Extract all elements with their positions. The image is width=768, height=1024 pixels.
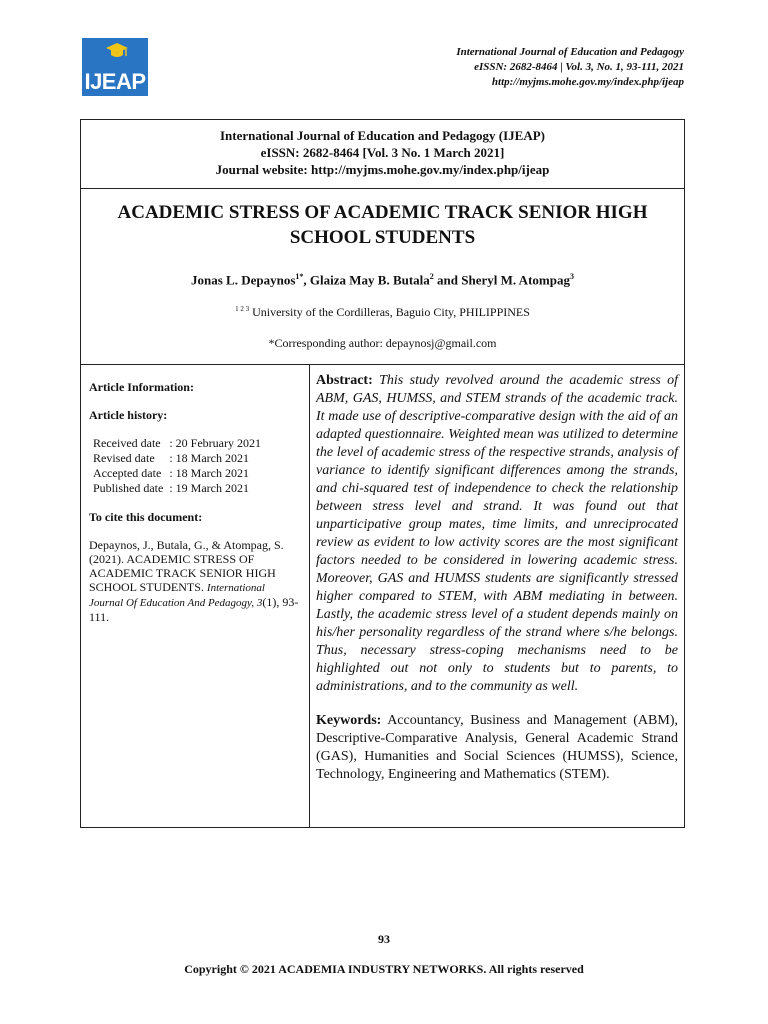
header-url[interactable]: http://myjms.mohe.gov.my/index.php/ijeap (491, 76, 684, 88)
citation-text: Depaynos, J., Butala, G., & Atompag, S. (2021). ACADEMIC STRESS OF ACADEMIC TRACK SENIOR HIGH SCHOOL STUDENTS. (89, 538, 284, 594)
author-sep-2: and (433, 272, 462, 288)
abstract-label: Abstract: (316, 373, 373, 388)
article-frame (80, 119, 685, 828)
history-label: Published date (93, 481, 164, 495)
author-3: Sheryl M. Atompag (461, 272, 570, 288)
keywords (316, 712, 678, 784)
masthead-line3: Journal website: http://myjms.mohe.gov.my/index.php/ijeap (215, 162, 550, 177)
article-history-heading: Article history: (89, 408, 168, 422)
history-row (93, 451, 267, 466)
author-2-sup: 2 (429, 272, 434, 281)
author-sep-1: , (303, 272, 310, 288)
history-value: : 20 February 2021 (169, 436, 261, 450)
affiliation-sup: 1 2 3 (235, 305, 250, 314)
author-list (81, 272, 684, 288)
history-label: Accepted date (93, 466, 162, 480)
header-journal: International Journal of Education and Pedagogy (456, 46, 684, 58)
history-row (93, 436, 267, 451)
article-info-column (81, 365, 310, 827)
history-label: Received date (93, 436, 161, 450)
paper-title: ACADEMIC STRESS OF ACADEMIC TRACK SENIOR HIGH SCHOOL STUDENTS (117, 202, 648, 248)
affiliation (81, 305, 684, 320)
citation (89, 538, 309, 624)
abstract (316, 372, 678, 696)
history-value: : 18 March 2021 (169, 466, 249, 480)
author-2: Glaiza May B. Butala (309, 272, 430, 288)
history-value: : 19 March 2021 (169, 481, 249, 495)
author-1: Jonas L. Depaynos (191, 272, 296, 288)
history-label: Revised date (93, 451, 155, 465)
corresponding-author: *Corresponding author: depaynosj@gmail.com (268, 336, 497, 351)
citation-issue: (1), 93-111. (89, 595, 299, 624)
affiliation-text: University of the Cordilleras, Baguio City, PHILIPPINES (249, 305, 530, 320)
author-3-sup: 3 (569, 272, 574, 281)
masthead (81, 120, 684, 189)
running-header (456, 45, 684, 90)
cite-heading: To cite this document: (89, 510, 203, 524)
page-number: 93 (378, 932, 390, 946)
keywords-label: Keywords: (316, 713, 382, 728)
title-block (81, 189, 684, 365)
history-row (93, 466, 267, 481)
abstract-text: This study revolved around the academic stress of ABM, GAS, HUMSS, and STEM strands of the academic track. It made use of descriptive-comparative design with the aid of an adapted questionnaire. Weighted mean was utilized to determine the level of academic stress of the respective strands, analysis of variance to identify significant differences among the strands, and chi-squared test of independence to check the relationship between stress level and strand. It was found out that unparticipative group mates, time limits, and unreciprocated review as evident to low activity scores are the most significant factors needed to be considered in lowering academic stress. Moreover, GAS and HUMSS students are significantly stressed higher compared to STEM, with ABM mediating in between. Lastly, the academic stress level of a student depends mainly on his/her personality regardless of the strand where s/he belongs. Thus, necessary stress-coping mechanisms need to be highlighted out not only to students but to parents, to administrations, and to the community as well. (316, 373, 678, 694)
masthead-line1: International Journal of Education and Pedagogy (IJEAP) (219, 128, 546, 143)
keywords-text: Accountancy, Business and Management (ABM), Descriptive-Comparative Analysis, General Academic Strand (GAS), Humanities and Social Sciences (HUMSS), Science, Technology, Engineering and Mathematics (STEM). (316, 713, 678, 782)
citation-journal: International Journal Of Education And Pedagogy, 3 (89, 582, 265, 609)
history-value: : 18 March 2021 (169, 451, 249, 465)
header-issue: eISSN: 2682-8464 | Vol. 3, No. 1, 93-111, 2021 (474, 61, 684, 73)
copyright: Copyright © 2021 ACADEMIA INDUSTRY NETWORKS. All rights reserved (184, 962, 584, 976)
author-1-sup: 1* (295, 272, 304, 281)
journal-logo (82, 38, 148, 96)
article-info-heading: Article Information: (89, 380, 194, 394)
abstract-column (316, 365, 678, 784)
graduation-cap-icon (104, 40, 130, 62)
logo-text: IJEAP (84, 69, 146, 94)
history-row (93, 481, 267, 496)
masthead-line2: eISSN: 2682-8464 [Vol. 3 No. 1 March 2021] (260, 145, 505, 160)
article-history-table (93, 436, 267, 496)
info-abstract-section (81, 365, 684, 827)
